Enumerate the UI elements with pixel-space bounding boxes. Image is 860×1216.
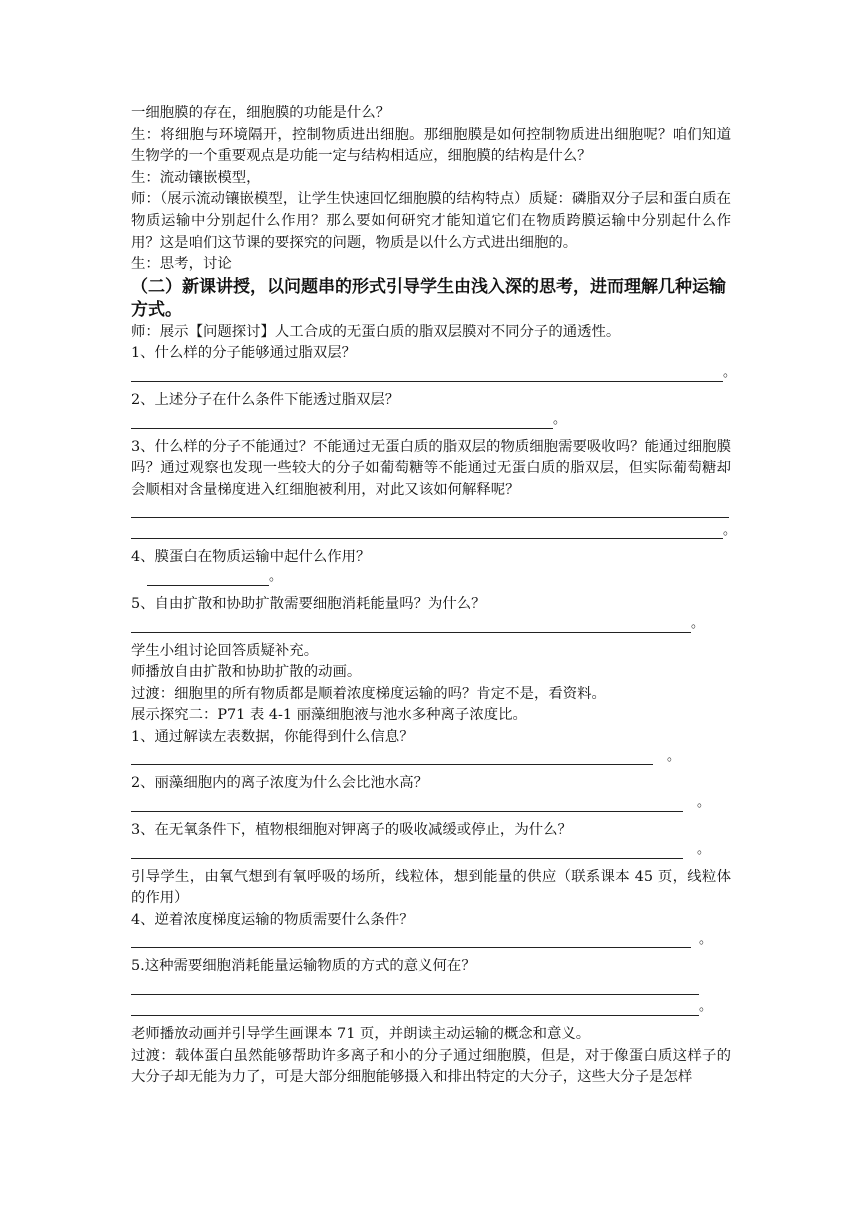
question-r2: 2、丽藻细胞内的离子浓度为什么会比池水高？	[131, 775, 428, 792]
blank-rule	[131, 1015, 699, 1016]
period-mark: 。	[667, 748, 681, 764]
answer-line	[131, 616, 731, 637]
answer-line	[131, 522, 737, 543]
period-mark: 。	[691, 615, 705, 631]
period-mark: 。	[697, 842, 711, 858]
answer-line	[131, 931, 731, 952]
question-3: 3、什么样的分子不能通过？不能通过无蛋白质的脂双层的物质细胞需要吸收吗？能通过细胞膜吗？通过观察也发现一些较大的分子如葡萄糖等不能通过无蛋白质的脂双层，但实际葡萄糖却会顺相对含量梯度进入红细胞被利用，对此又该如何解释呢？	[131, 438, 731, 498]
answer-line	[131, 412, 731, 433]
question-2: 2、上述分子在什么条件下能透过脂双层？	[131, 391, 400, 408]
document-body	[131, 103, 737, 1089]
period-mark: 。	[723, 365, 737, 381]
period-mark: 。	[269, 569, 283, 585]
paragraph: 老师播放动画并引导学生画课本 71 页，并朗读主动运输的概念和意义。	[131, 1026, 591, 1043]
paragraph: 生：将细胞与环境隔开，控制物质进出细胞。那细胞膜是如何控制物质进出细胞呢？咱们知道生物学的一个重要观点是功能一定与结构相适应，细胞膜的结构是什么？	[131, 126, 731, 165]
question-5: 5、自由扩散和协助扩散需要细胞消耗能量吗？为什么？	[131, 595, 486, 612]
blank-rule	[147, 585, 269, 586]
answer-line	[131, 501, 731, 522]
period-mark: 。	[697, 795, 711, 811]
paragraph: 引导学生，由氧气想到有氧呼吸的场所，线粒体，想到能量的供应（联系课本 45 页，线粒体的作用）	[131, 868, 731, 907]
paragraph: 展示探究二：P71 表 4-1 丽藻细胞液与池水多种离子浓度比。	[131, 707, 527, 724]
question-1: 1、什么样的分子能够通过脂双层？	[131, 345, 357, 362]
period-mark: 。	[723, 522, 737, 538]
question-r1: 1、通过解读左表数据，你能得到什么信息？	[131, 728, 414, 745]
paragraph: 生：思考，讨论	[131, 256, 232, 273]
blank-rule	[131, 632, 691, 633]
paragraph: 生：流动镶嵌模型，	[131, 169, 261, 186]
blank-rule	[131, 858, 683, 859]
section-heading: （二）新课讲授，以问题串的形式引导学生由浅入深的思考，进而理解几种运输方式。	[131, 276, 726, 320]
blank-rule	[131, 428, 553, 429]
period-mark: 。	[699, 931, 713, 947]
answer-line	[131, 365, 737, 386]
paragraph: 师：（展示流动镶嵌模型，让学生快速回忆细胞膜的结构特点）质疑：磷脂双分子层和蛋白质在物质运输中分别起什么作用？那么要如何研究才能知道它们在物质跨膜运输中分别起什么作用？这是咱们这节课的要探究的问题，物质是以什么方式进出细胞的。	[131, 191, 731, 251]
blank-rule	[131, 381, 723, 382]
question-4: 4、膜蛋白在物质运输中起什么作用？	[131, 549, 371, 566]
blank-rule	[131, 517, 729, 518]
period-mark: 。	[553, 411, 567, 427]
answer-line	[131, 795, 731, 816]
answer-line	[131, 748, 731, 769]
answer-line	[131, 569, 731, 590]
answer-line	[131, 978, 731, 999]
blank-rule	[131, 764, 653, 765]
blank-rule	[131, 947, 691, 948]
blank-rule	[131, 811, 683, 812]
question-r3: 3、在无氧条件下，植物根细胞对钾离子的吸收减缓或停止，为什么？	[131, 822, 572, 839]
paragraph: 师播放自由扩散和协助扩散的动画。	[131, 664, 362, 681]
paragraph: 一细胞膜的存在，细胞膜的功能是什么？	[131, 105, 391, 121]
period-mark: 。	[699, 999, 713, 1015]
question-r5: 5.这种需要细胞消耗能量运输物质的方式的意义何在？	[131, 958, 476, 975]
paragraph: 过渡：载体蛋白虽然能够帮助许多离子和小的分子通过细胞膜，但是，对于像蛋白质这样子的大分子却无能为力了，可是大部分细胞能够摄入和排出特定的大分子，这些大分子是怎样	[131, 1047, 731, 1086]
blank-rule	[131, 538, 723, 539]
blank-rule	[131, 994, 699, 995]
answer-line	[131, 999, 731, 1020]
answer-line	[131, 842, 731, 863]
paragraph: 学生小组讨论回答质疑补充。	[131, 642, 319, 659]
question-r4: 4、逆着浓度梯度运输的物质需要什么条件？	[131, 911, 414, 928]
paragraph: 师：展示【问题探讨】人工合成的无蛋白质的脂双层膜对不同分子的通透性。	[131, 323, 621, 340]
paragraph: 过渡：细胞里的所有物质都是顺着浓度梯度运输的吗？肯定不是，看资料。	[131, 685, 606, 702]
